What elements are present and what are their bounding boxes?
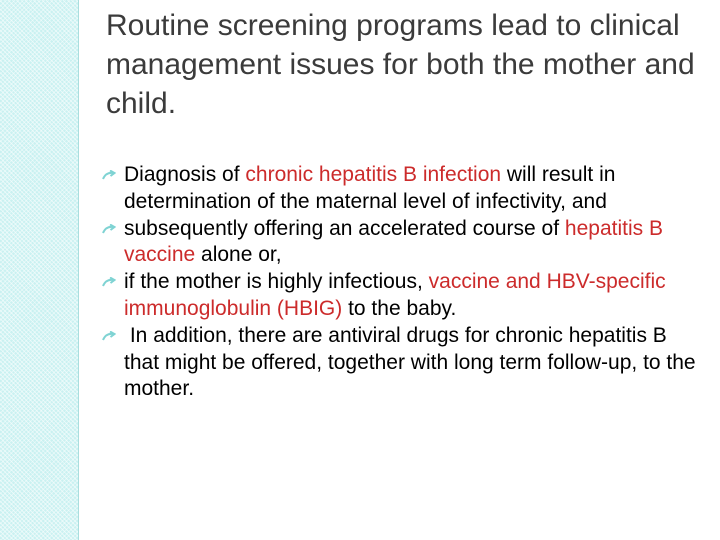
bullet-text: alone or, <box>195 243 282 267</box>
bullet-text: will result in determination of the maternal level of infectivity, and <box>124 163 616 213</box>
bullet-text: if the mother is highly infectious, <box>124 270 429 294</box>
bullet-item-antiviral-drugs <box>102 323 702 403</box>
bullet-item-highly-infectious <box>102 269 702 323</box>
bullet-item-diagnosis <box>102 162 702 216</box>
bullet-text: Diagnosis of <box>124 163 246 186</box>
highlight-text: vaccine and HBV-specific immunoglobulin (HBIG) <box>124 270 666 320</box>
curved-arrow-bullet-icon <box>102 170 116 182</box>
bullet-item-accelerated-course <box>102 216 702 270</box>
bullet-text: In addition, there are antiviral drugs for chronic hepatitis B that might be offered, together with long term follow-up, to the mother. <box>124 323 702 401</box>
highlight-text: hepatitis B vaccine <box>124 216 663 267</box>
bullet-text: subsequently offering an accelerated course of <box>124 216 565 240</box>
decorative-side-strip <box>0 0 79 540</box>
slide-title: Routine screening programs lead to clinical management issues for both the mother and child. <box>106 9 695 120</box>
bullet-text: to the baby. <box>342 296 457 320</box>
curved-arrow-bullet-icon <box>102 331 116 343</box>
highlight-text: chronic hepatitis B infection <box>245 163 502 186</box>
bullet-list <box>102 162 702 403</box>
curved-arrow-bullet-icon <box>102 224 116 236</box>
curved-arrow-bullet-icon <box>102 277 116 289</box>
